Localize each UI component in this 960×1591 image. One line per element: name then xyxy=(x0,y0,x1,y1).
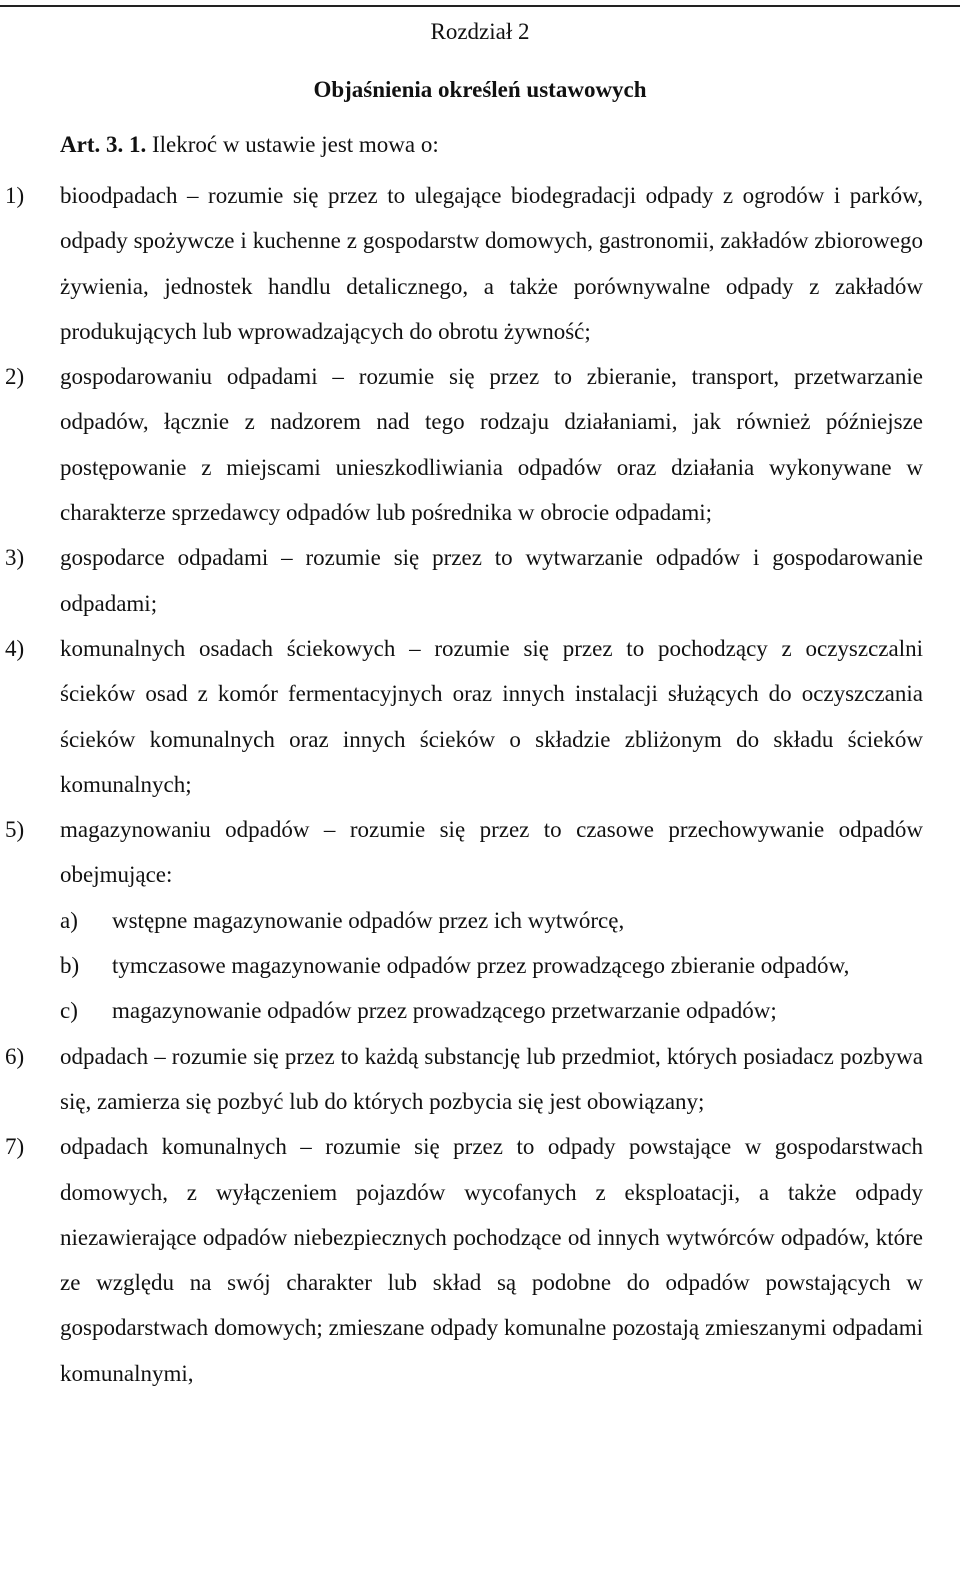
subitem-text: wstępne magazynowanie odpadów przez ich wytwórcę, xyxy=(112,907,625,933)
subitem-text: magazynowanie odpadów przez prowadzącego przetwarzanie odpadów; xyxy=(112,998,777,1024)
definition-item xyxy=(0,173,923,354)
item-text: magazynowaniu odpadów – rozumie się przez to czasowe przechowywanie odpadów obejmujące: xyxy=(60,817,923,888)
definitions-list xyxy=(0,173,960,1396)
subitem-letter: c) xyxy=(60,998,78,1024)
definition-item xyxy=(0,1034,923,1125)
item-text: komunalnych osadach ściekowych – rozumie się przez to pochodzący z oczyszczalni ścieków osad z komór fermentacyjnych oraz innych instalacji służących do oczyszczania ścieków komunalnych oraz innych ścieków o składzie zbliżonym do składu ścieków komunalnych; xyxy=(60,635,923,797)
top-rule xyxy=(0,5,960,7)
item-number: 7) xyxy=(5,1134,25,1160)
item-number: 4) xyxy=(5,635,25,661)
definition-item xyxy=(0,626,923,807)
definition-item xyxy=(0,807,923,898)
article-intro-text: Ilekroć w ustawie jest mowa o: xyxy=(146,132,439,157)
subitem-letter: b) xyxy=(60,953,80,979)
subitem-text: tymczasowe magazynowanie odpadów przez prowadzącego zbieranie odpadów, xyxy=(112,953,850,979)
item-text: bioodpadach – rozumie się przez to ulegające biodegradacji odpady z ogrodów i parków, odpady spożywcze i kuchenne z gospodarstw domowych, gastronomii, zakładów zbiorowego żywienia, jednostek handlu detalicznego, a także porównywalne odpady z zakładów produkujących lub wprowadzających do obrotu żywność; xyxy=(60,183,923,344)
item-text: gospodarce odpadami – rozumie się przez to wytwarzanie odpadów i gospodarowanie odpadami; xyxy=(60,545,923,616)
definition-item xyxy=(0,354,923,535)
item-text: odpadach komunalnych – rozumie się przez to odpady powstające w gospodarstwach domowych, z wyłączeniem pojazdów wycofanych z eksploatacji, a także odpady niezawierające odpadów niebezpiecznych pochodzące od innych wytwórców odpadów, które ze względu na swój charakter lub skład są podobne do odpadów powstających w gospodarstwach domowych; zmieszane odpady komunalne pozostają zmieszanymi odpadami komunalnymi, xyxy=(60,1134,923,1386)
subitem-letter: a) xyxy=(60,907,78,933)
definition-subitem xyxy=(0,898,923,943)
article-number: Art. 3. 1. xyxy=(60,132,147,157)
chapter-heading: Objaśnienia określeń ustawowych xyxy=(313,77,647,102)
item-number: 1) xyxy=(5,183,25,208)
item-number: 6) xyxy=(5,1043,25,1069)
article-intro xyxy=(60,127,439,163)
definition-subitem xyxy=(0,943,923,988)
definition-subitem xyxy=(0,988,923,1033)
definition-item xyxy=(0,535,923,626)
item-text: gospodarowaniu odpadami – rozumie się przez to zbieranie, transport, przetwarzanie odpadów, łącznie z nadzorem nad tego rodzaju działaniami, jak również późniejsze postępowanie z miejscami unieszkodliwiania odpadów oraz działania wykonywane w charakterze sprzedawcy odpadów lub pośrednika w obrocie odpadami; xyxy=(60,364,923,526)
chapter-title: Rozdział 2 xyxy=(430,19,530,44)
item-number: 2) xyxy=(5,364,25,390)
item-number: 3) xyxy=(5,545,25,571)
definition-item xyxy=(0,1124,923,1396)
item-text: odpadach – rozumie się przez to każdą substancję lub przedmiot, których posiadacz pozbywa się, zamierza się pozbyć lub do których pozbycia się jest obowiązany; xyxy=(60,1043,923,1114)
item-number: 5) xyxy=(5,817,25,843)
